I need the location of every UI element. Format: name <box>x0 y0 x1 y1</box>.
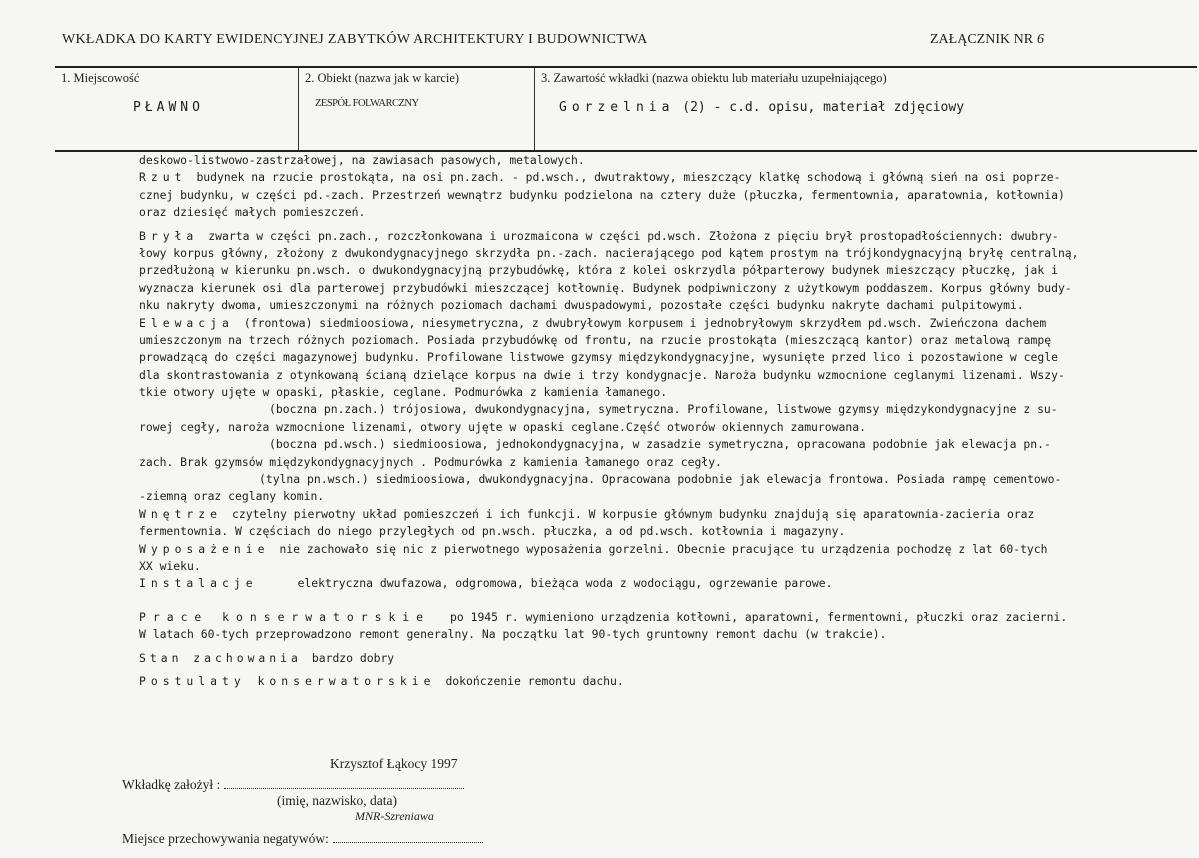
text-line: nku nakryty dwoma, umieszczonymi na różnych poziomach dachami dwuspadowymi, pozostałe części budynku nakryte dachami pulpitowymi. <box>139 298 1024 313</box>
text-content: czytelny pierwotny układ pomieszczeń i ich funkcji. W korpusie głównym budynku znajdują się aparatownia-zacieria oraz <box>232 506 1035 521</box>
text-content: zwarta w części pn.zach., rozczłonkowana i urozmaicona w części pd.wsch. Złożona z pięciu brył prostopadłościennych: dwubry- <box>208 228 1059 243</box>
section-heading-rzut: Rzut <box>139 170 187 185</box>
storage-label: Miejsce przechowywania negatywów: <box>122 831 329 846</box>
section-heading-bryla: Bryła <box>139 228 199 243</box>
content-value-name: Gorzelnia <box>559 100 675 115</box>
section-heading-elewacja: Elewacja <box>139 315 234 330</box>
text-line: dla skontrastowania z otynkowaną ścianą dzielące korpus na dwie i trzy kondygnacje. Naroża budynku wzmocnione ceglanymi lizenami. Wszy- <box>139 367 1065 382</box>
text-line: zach. Brak gzymsów międzykondygnacyjnych . Podmurówka z kamienia łamanego oraz cegły. <box>139 454 722 469</box>
negatives-storage-field <box>122 830 483 847</box>
section-heading-prace: Prace konserwatorskie <box>139 609 431 624</box>
text-content: (frontowa) siedmioosiowa, niesymetryczna, z dwubryłowym korpusem i jednobryłowym skrzydłem pd.wsch. Zwieńczona dachem <box>243 315 1047 330</box>
content-value <box>559 100 964 115</box>
text-content: dokończenie remontu dachu. <box>445 673 624 688</box>
text-content: elektryczna dwufazowa, odgromowa, bieżąca woda z wodociągu, ogrzewanie parowe. <box>297 576 833 591</box>
founder-dotted-line <box>224 776 464 789</box>
text-line: -ziemną oraz ceglany komin. <box>139 489 325 504</box>
text-line <box>139 506 1089 523</box>
form-title: WKŁADKA DO KARTY EWIDENCYJNEJ ZABYTKÓW ARCHITEKTURY I BUDOWNICTWA <box>62 32 648 47</box>
text-line: (tylna pn.wsch.) siedmioosiowa, dwukondygnacyjna. Opracowana podobnie jak elewacja frontowa. Posiada rampę cementowo- <box>259 472 1062 487</box>
storage-dotted-line <box>333 830 483 843</box>
identification-table <box>55 66 1197 152</box>
text-content: budynek na rzucie prostokąta, na osi pn.zach. - pd.wsch., dwutraktowy, mieszczący klatkę schodową i główną sień na osi poprze- <box>196 170 1061 185</box>
text-line <box>139 609 1089 626</box>
text-line: rowej cegły, naroża wzmocnione lizenami, otwory ujęte w opaski ceglane.Część otworów okiennych zamurowana. <box>139 419 866 434</box>
annex-number: 6 <box>1037 32 1045 47</box>
object-label: 2. Obiekt (nazwa jak w karcie) <box>305 71 460 85</box>
text-content: po 1945 r. wymieniono urządzenia kotłowni, aparatowni, fermentowni, płuczki oraz zacierni. <box>450 609 1068 624</box>
founder-field <box>122 776 464 793</box>
section-heading-wyposazenie: Wyposażenie <box>139 541 270 556</box>
text-line: łowy korpus główny, złożony z dwukondygnacyjnego skrzydła pn.-zach. nacierającego pod kątem prostym na trójkondygnacyjną bryłę centralną, <box>139 245 1079 260</box>
object-cell <box>298 68 534 150</box>
text-content: bardzo dobry <box>311 650 395 665</box>
text-line <box>139 541 1089 558</box>
text-content: nie zachowało się nic z pierwotnego wyposażenia gorzelni. Obecnie pracujące tu urządzenia pochodzę z lat 60-tych <box>279 541 1048 556</box>
text-line: przedłużoną w kierunku pn.wsch. o dwukondygnacyjną przybudówkę, która z kolei oskrzydla półparterowy budynek mieszczący płuczkę, jak i <box>139 263 1058 278</box>
section-heading-wnetrze: Wnętrze <box>139 506 223 521</box>
locality-cell <box>55 68 298 150</box>
text-line: oraz dziesięć małych pomieszczeń. <box>139 205 366 220</box>
text-line: (boczna pn.zach.) trójosiowa, dwukondygnacyjna, symetryczna. Profilowane, listwowe gzymsy międzykondygnacyjne z su- <box>269 402 1058 417</box>
locality-label: 1. Miejscowość <box>61 71 140 85</box>
founder-hint: (imię, nazwisko, data) <box>277 793 397 808</box>
description-body <box>139 152 1089 690</box>
text-line <box>139 650 1089 667</box>
text-line <box>139 315 1089 332</box>
text-line <box>139 228 1089 245</box>
text-line <box>139 169 1089 186</box>
annex-label-text: ZAŁĄCZNIK NR <box>930 32 1034 47</box>
founder-label: Wkładkę założył : <box>122 777 221 792</box>
text-line: prowadzącą do części magazynowej budynku. Profilowane listwowe gzymsy międzykondygnacyjne, wysunięte przed lico i pozostawione w cegle <box>139 350 1058 365</box>
locality-value: PŁAWNO <box>133 100 204 115</box>
section-heading-stan: Stan zachowania <box>139 650 302 665</box>
text-line: cznej budynku, w części pd.-zach. Przestrzeń wewnątrz budynku podzielona na cztery duże (płuczka, fermentownia, aparatownia, kotłownia) <box>139 187 1065 202</box>
object-value: ZESPÓŁ FOLWARCZNY <box>315 98 419 109</box>
text-line: XX wieku. <box>139 558 201 573</box>
section-heading-postulaty: Postulaty konserwatorskie <box>139 673 436 688</box>
author-signature: Krzysztof Łąkocy 1997 <box>330 756 458 771</box>
text-line <box>139 575 1089 592</box>
text-line: (boczna pd.wsch.) siedmioosiowa, jednokondygnacyjna, w zasadzie symetryczna, opracowana podobnie jak elewacja pn.- <box>269 437 1051 452</box>
text-line: W latach 60-tych przeprowadzono remont generalny. Na początku lat 90-tych gruntowny remont dachu (w trakcie). <box>139 627 887 642</box>
content-cell <box>534 68 1197 150</box>
text-line: wyznacza kierunek osi dla parterowej przybudówki mieszczącej kotłownię. Budynek podpiwniczony z użytkowym poddaszem. Korpus główny budy- <box>139 280 1072 295</box>
text-line <box>139 673 1089 690</box>
text-line: deskowo-listwowo-zastrzałowej, na zawiasach pasowych, metalowych. <box>139 153 585 167</box>
section-heading-instalacje: Instalacje <box>139 576 258 591</box>
text-line: tkie otwory ujęte w opaski, płaskie, ceglane. Podmurówka z kamienia łamanego. <box>139 385 668 400</box>
storage-place-handwritten: MNR-Szreniawa <box>355 809 434 823</box>
annex-label <box>930 32 1044 48</box>
content-value-rest: (2) - c.d. opisu, materiał zdjęciowy <box>682 100 965 115</box>
text-line: fermentownia. W częściach do niego przyległych od pn.wsch. płuczka, a od pd.wsch. kotłownia i magazyny. <box>139 524 846 539</box>
text-line: umieszczonym na trzech różnych poziomach. Posiada przybudówkę od frontu, na rzucie prostokąta (mieszczącą kantor) oraz metalową rampę <box>139 332 1052 347</box>
content-label: 3. Zawartość wkładki (nazwa obiektu lub materiału uzupełniającego) <box>541 71 887 85</box>
